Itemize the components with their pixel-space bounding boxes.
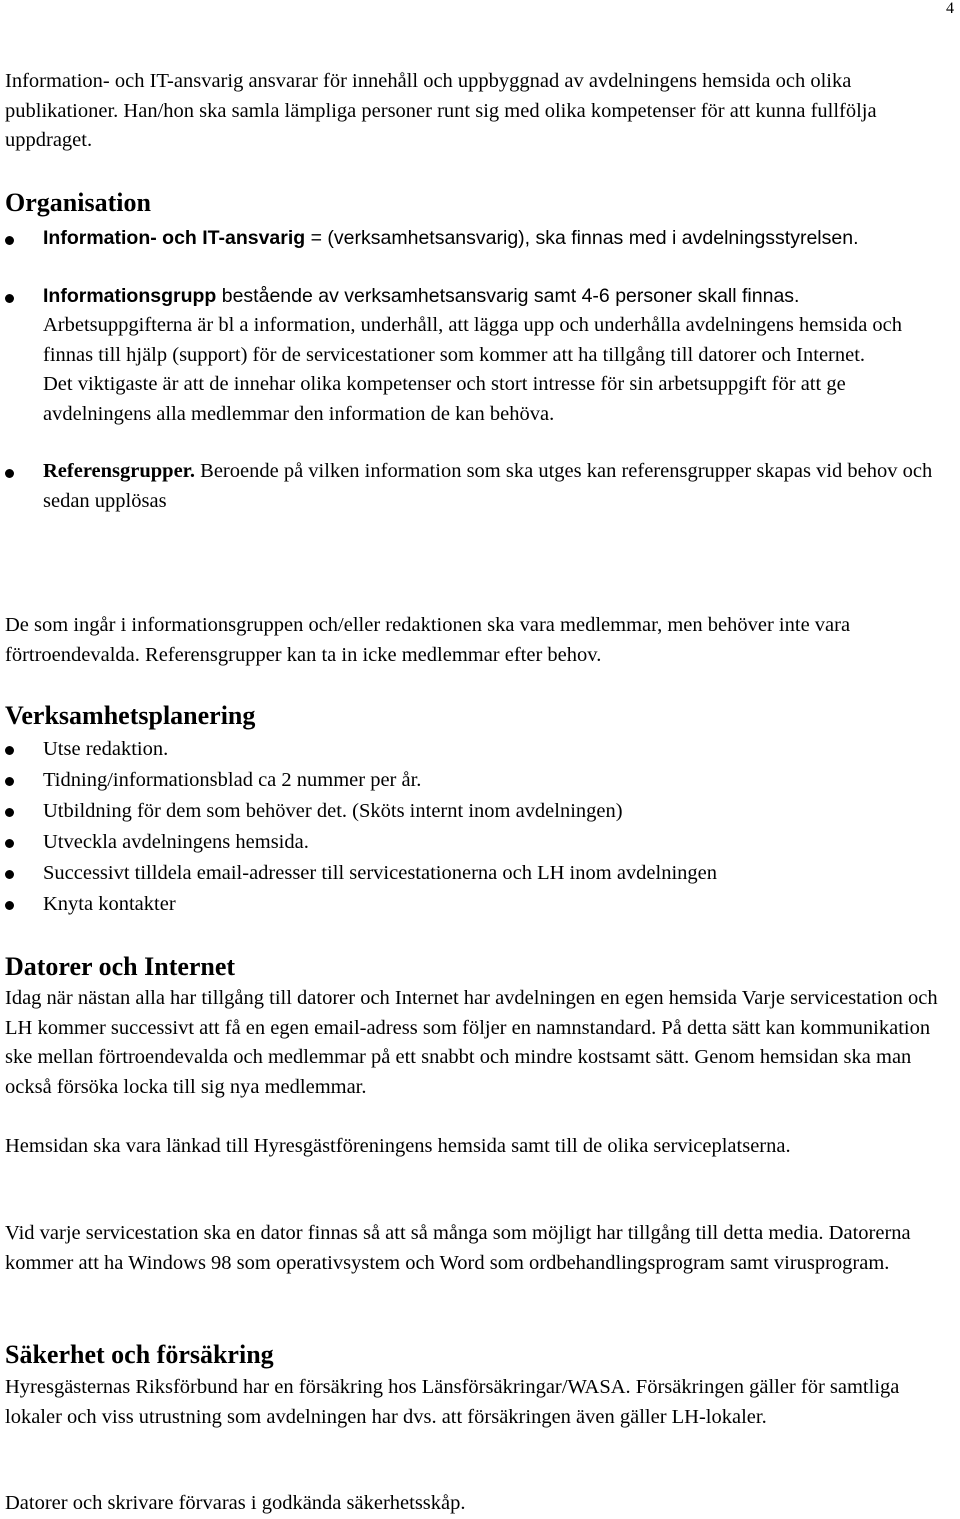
- item-bold-label: Informationsgrupp: [43, 284, 217, 307]
- item-text: = (verksamhetsansvarig), ska finnas med i avdelningsstyrelsen.: [305, 227, 859, 249]
- list-item: [0, 457, 955, 516]
- list-item: Utveckla avdelningens hemsida.: [0, 827, 955, 858]
- list-item: Tidning/informationsblad ca 2 nummer per år.: [0, 765, 955, 796]
- datorer-paragraph-1: Idag när nästan alla har tillgång till datorer och Internet har avdelningen en egen hemsida Varje servicestation och LH kommer successivt att få en egen email-adress som följer en namnstandard. På detta sätt kan kommunikation ske mellan förtroendevalda och medlemmar på ett snabbt och mindre kostsamt sätt. Genom hemsidan ska man också försöka locka till sig nya medlemmar.: [5, 987, 938, 1098]
- bullet-icon: [5, 777, 14, 786]
- heading-organisation: Organisation: [5, 188, 151, 217]
- item-text: Beroende på vilken information som ska utges kan referensgrupper skapas vid behov och sedan upplösas: [43, 460, 933, 512]
- bullet-icon: [5, 839, 14, 848]
- datorer-paragraph-3: Vid varje servicestation ska en dator finnas så att så många som möjligt har tillgång till detta media. Datorerna kommer att ha Windows 98 som operativsystem och Word som ordbehandlingsprogram samt virusprogram.: [5, 1222, 911, 1274]
- list-item: Utbildning för dem som behöver det. (Sköts internt inom avdelningen): [0, 796, 955, 827]
- datorer-paragraph-2: Hemsidan ska vara länkad till Hyresgästföreningens hemsida samt till de olika serviceplatserna.: [5, 1135, 791, 1157]
- membership-note: De som ingår i informationsgruppen och/eller redaktionen ska vara medlemmar, men behöver inte vara förtroendevalda. Referensgrupper kan ta in icke medlemmar efter behov.: [5, 614, 851, 666]
- heading-sakerhet: Säkerhet och försäkring: [5, 1340, 274, 1369]
- list-item: Utse redaktion.: [0, 734, 955, 765]
- list-item: [0, 282, 955, 430]
- item-bold-label: Referensgrupper.: [43, 460, 196, 482]
- organisation-list: [0, 224, 955, 516]
- list-item: Successivt tilldela email-adresser till servicestationerna och LH inom avdelningen: [0, 858, 955, 889]
- verksamhet-list: [0, 734, 955, 920]
- spacer: [0, 254, 955, 282]
- item-bold-label: Information- och IT-ansvarig: [43, 227, 306, 249]
- bullet-icon: [5, 469, 14, 478]
- bullet-icon: [5, 294, 14, 303]
- bullet-icon: [5, 870, 14, 879]
- intro-paragraph: Information- och IT-ansvarig ansvarar för innehåll och uppbyggnad av avdelningens hemsida och olika publikationer. Han/hon ska samla lämpliga personer runt sig med olika kompetenser för att kunna fullfölja uppdraget.: [5, 70, 877, 151]
- spacer: [0, 429, 955, 457]
- page-number: 4: [946, 0, 954, 17]
- list-item: [0, 224, 955, 254]
- list-item: Knyta kontakter: [0, 889, 955, 920]
- bullet-icon: [5, 901, 14, 910]
- heading-verksamhetsplanering: Verksamhetsplanering: [5, 701, 256, 730]
- bullet-icon: [5, 746, 14, 755]
- sakerhet-paragraph-2: Datorer och skrivare förvaras i godkända säkerhetsskåp.: [5, 1492, 466, 1514]
- bullet-icon: [5, 808, 14, 817]
- item-paragraph: Arbetsuppgifterna är bl a information, underhåll, att lägga upp och underhålla avdelningens hemsida och finnas till hjälp (support) för de servicestationer som kommer att ha tillgång till datorer och Internet.: [43, 314, 903, 366]
- heading-datorer-internet: Datorer och Internet: [5, 952, 236, 981]
- bullet-icon: [5, 236, 14, 245]
- item-paragraph: Det viktigaste är att de innehar olika kompetenser och stort intresse för sin arbetsuppgift för att ge avdelningens alla medlemmar den information de kan behöva.: [43, 373, 846, 425]
- item-text: bestående av verksamhetsansvarig samt 4-6 personer skall finnas.: [216, 284, 800, 307]
- sakerhet-paragraph-1: Hyresgästernas Riksförbund har en försäkring hos Länsförsäkringar/WASA. Försäkringen gäller för samtliga lokaler och viss utrustning som avdelningen har dvs. att försäkringen även gäller LH-lokaler.: [5, 1376, 900, 1428]
